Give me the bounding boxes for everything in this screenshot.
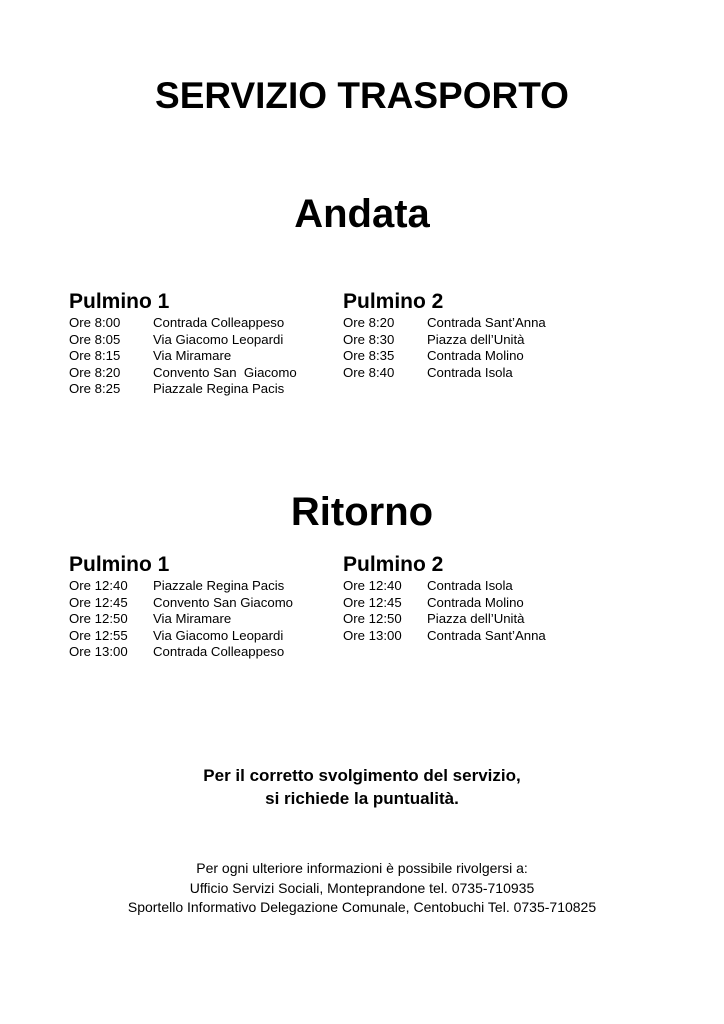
stop-time: Ore 8:20 — [69, 364, 121, 380]
stop-time: Ore 8:40 — [343, 364, 395, 380]
stop-time: Ore 8:20 — [343, 315, 395, 330]
schedule-row — [69, 348, 339, 365]
stop-time: Ore 8:15 — [69, 348, 121, 363]
stop-time: Ore 12:45 — [69, 594, 128, 610]
andata-pulmino-1 — [69, 289, 339, 398]
stop-place: Convento San Giacomo — [153, 594, 294, 610]
andata-pulmino-2-title: Pulmino 2 — [343, 290, 444, 313]
page-title: SERVIZIO TRASPORTO — [155, 75, 569, 116]
ritorno-pulmino-1 — [69, 552, 339, 661]
stop-place: Contrada Isola — [427, 578, 513, 593]
stop-time: Ore 12:45 — [343, 594, 402, 610]
info-line-2: Ufficio Servizi Sociali, Monteprandone tel. 0735-710935 — [189, 879, 535, 896]
stop-time: Ore 8:00 — [69, 315, 121, 330]
stop-place: Via Miramare — [153, 348, 232, 363]
schedule-row — [69, 578, 339, 595]
stop-time: Ore 8:05 — [69, 331, 121, 347]
schedule-row — [69, 595, 339, 612]
stop-place: Via Giacomo Leopardi — [153, 331, 284, 347]
punctuality-notice — [0, 764, 724, 810]
schedule-row — [69, 332, 339, 349]
info-line-3: Sportello Informativo Delegazione Comunale, Centobuchi Tel. 0735-710825 — [127, 899, 597, 915]
stop-time: Ore 8:35 — [343, 348, 395, 363]
stop-place: Piazza dell’Unità — [427, 611, 525, 626]
stop-place: Contrada Isola — [427, 364, 513, 380]
schedule-row — [343, 365, 613, 382]
andata-heading: Andata — [294, 192, 430, 236]
stop-place: Piazzale Regina Pacis — [153, 381, 285, 396]
schedule-row — [69, 644, 339, 661]
stop-place: Contrada Sant’Anna — [427, 627, 546, 643]
ritorno-pulmino-2 — [343, 552, 613, 644]
stop-place: Via Giacomo Leopardi — [153, 627, 284, 643]
notice-line-1: Per il corretto svolgimento del servizio, — [203, 766, 521, 785]
stop-time: Ore 12:40 — [343, 578, 402, 593]
stop-place: Convento San Giacomo — [153, 364, 297, 380]
stop-time: Ore 8:30 — [343, 331, 395, 347]
andata-pulmino-2-schedule — [343, 315, 613, 381]
ritorno-heading: Ritorno — [290, 490, 434, 534]
schedule-row — [343, 578, 613, 595]
andata-pulmino-1-schedule — [69, 315, 339, 398]
stop-place: Piazza dell’Unità — [427, 331, 525, 347]
stop-place: Piazzale Regina Pacis — [153, 578, 285, 593]
schedule-row — [69, 315, 339, 332]
contact-info — [0, 859, 724, 918]
stop-time: Ore 12:50 — [343, 611, 402, 626]
schedule-row — [343, 332, 613, 349]
ritorno-pulmino-1-schedule — [69, 578, 339, 661]
notice-line-2: si richiede la puntualità. — [265, 789, 459, 808]
ritorno-pulmino-2-title: Pulmino 2 — [343, 553, 444, 576]
stop-time: Ore 12:55 — [69, 627, 128, 643]
info-line-1: Per ogni ulteriore informazioni è possibile rivolgersi a: — [196, 860, 528, 876]
schedule-row — [69, 365, 339, 382]
ritorno-pulmino-2-schedule — [343, 578, 613, 644]
stop-place: Via Miramare — [153, 611, 232, 626]
schedule-row — [343, 348, 613, 365]
stop-place: Contrada Sant’Anna — [427, 315, 546, 330]
stop-place: Contrada Molino — [427, 594, 524, 610]
ritorno-pulmino-1-title: Pulmino 1 — [69, 553, 170, 576]
stop-time: Ore 13:00 — [343, 627, 402, 643]
stop-place: Contrada Colleappeso — [153, 644, 285, 659]
andata-pulmino-1-title: Pulmino 1 — [69, 290, 170, 313]
schedule-row — [69, 611, 339, 628]
stop-time: Ore 12:40 — [69, 578, 128, 593]
stop-time: Ore 12:50 — [69, 611, 128, 626]
stop-time: Ore 8:25 — [69, 381, 121, 396]
stop-time: Ore 13:00 — [69, 644, 128, 659]
schedule-row — [343, 315, 613, 332]
schedule-row — [343, 611, 613, 628]
schedule-row — [69, 381, 339, 398]
schedule-row — [69, 628, 339, 645]
schedule-row — [343, 628, 613, 645]
andata-pulmino-2 — [343, 289, 613, 381]
schedule-row — [343, 595, 613, 612]
stop-place: Contrada Colleappeso — [153, 315, 285, 330]
stop-place: Contrada Molino — [427, 348, 524, 363]
